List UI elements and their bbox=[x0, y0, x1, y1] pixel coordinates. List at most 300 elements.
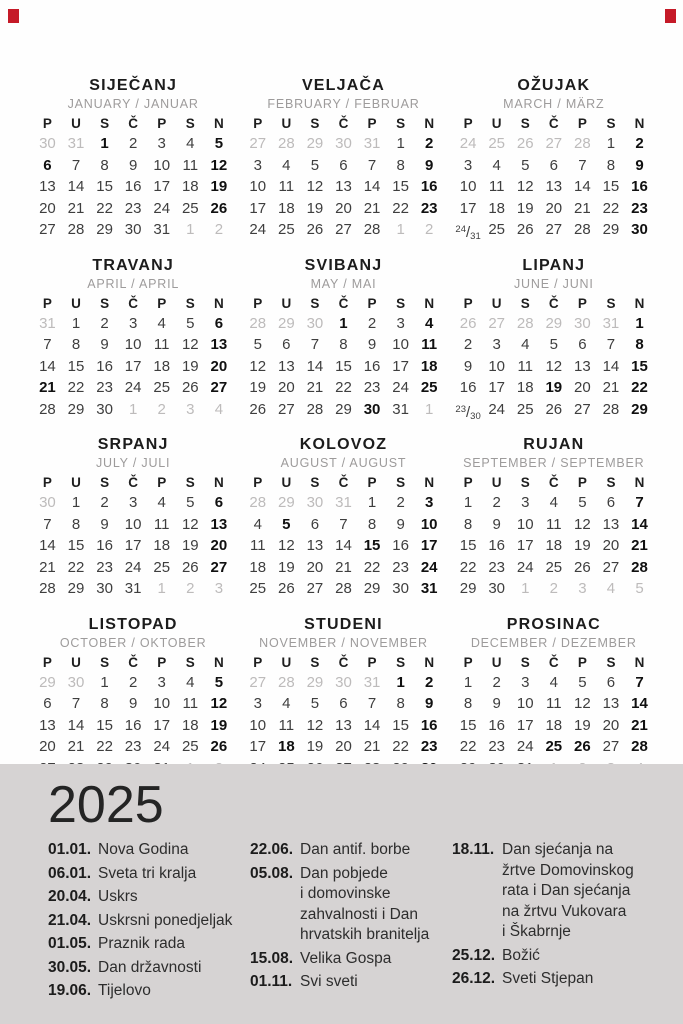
day-cell: 13 bbox=[210, 336, 228, 353]
week-row bbox=[33, 356, 233, 378]
month-title: LIPANJ bbox=[522, 256, 586, 274]
day-cell: 27 bbox=[545, 135, 563, 152]
day-cell: 30 bbox=[363, 400, 381, 418]
week-row bbox=[243, 736, 443, 758]
day-cell: 21 bbox=[39, 558, 56, 576]
day-cell: 11 bbox=[278, 716, 295, 734]
weekday-label: U bbox=[71, 295, 81, 311]
weekday-label: P bbox=[42, 475, 52, 490]
day-cell: 11 bbox=[278, 178, 295, 195]
weekday-label: P bbox=[367, 116, 377, 131]
day-cell: 21 bbox=[631, 537, 648, 554]
day-cell: 31 bbox=[420, 580, 438, 597]
day-cell: 5 bbox=[635, 580, 644, 597]
day-cell: 2 bbox=[128, 673, 138, 691]
day-cell: 8 bbox=[71, 515, 81, 533]
day-cell: 6 bbox=[310, 515, 320, 533]
day-cell: 13 bbox=[39, 178, 56, 195]
day-cell: 22 bbox=[96, 199, 113, 217]
day-cell: 15 bbox=[67, 357, 85, 375]
holiday-item bbox=[48, 958, 250, 979]
month-subtitle: OCTOBER / OKTOBER bbox=[59, 635, 207, 650]
day-cell: 21 bbox=[39, 379, 56, 396]
day-cell: 22 bbox=[392, 199, 409, 217]
day-cell: 29 bbox=[363, 580, 381, 597]
day-cell: 9 bbox=[396, 515, 405, 533]
day-cell: 4 bbox=[606, 580, 616, 597]
holiday-text: Dan pobjede i domovinske zahvalnosti i Dan hrvatskih branitelja bbox=[300, 864, 430, 943]
weekday-label: U bbox=[281, 116, 292, 131]
day-cell: 25 bbox=[488, 221, 505, 238]
day-cell: 11 bbox=[153, 336, 170, 353]
week-row bbox=[33, 557, 233, 579]
month-block bbox=[243, 256, 443, 421]
day-cell: 1 bbox=[521, 580, 530, 597]
day-cell: 17 bbox=[153, 716, 171, 734]
month-block bbox=[33, 256, 233, 421]
holiday-item bbox=[48, 981, 250, 1002]
month-title: VELJAČA bbox=[301, 77, 386, 94]
holiday-text: Sveti Stjepan bbox=[502, 970, 594, 987]
day-cell: 25 bbox=[545, 738, 563, 755]
holiday-date: 19.06. bbox=[48, 982, 92, 999]
day-cell: 10 bbox=[153, 695, 171, 712]
weekday-header bbox=[454, 654, 654, 672]
day-cell: 21 bbox=[67, 199, 85, 217]
day-cell: 5 bbox=[186, 494, 195, 511]
day-cell: 27 bbox=[306, 580, 324, 597]
day-cell: 2 bbox=[396, 494, 405, 511]
day-cell: 21 bbox=[363, 738, 381, 755]
day-cell: 3 bbox=[214, 580, 224, 597]
day-cell: 25 bbox=[181, 738, 199, 755]
day-cell: 12 bbox=[306, 178, 324, 195]
day-cell: 2 bbox=[100, 494, 109, 511]
week-row bbox=[33, 399, 233, 421]
weekday-label: P bbox=[577, 116, 587, 131]
day-cell: 12 bbox=[545, 357, 563, 375]
holiday-text: Svi sveti bbox=[300, 973, 358, 990]
day-cell: 14 bbox=[574, 178, 591, 195]
day-cell: 20 bbox=[335, 199, 352, 217]
day-cell: 26 bbox=[574, 558, 591, 576]
day-cell: 29 bbox=[306, 135, 324, 152]
weekday-label: Č bbox=[548, 116, 559, 131]
day-cell: 30 bbox=[96, 580, 113, 597]
day-cell: 12 bbox=[574, 695, 591, 712]
day-cell: 31 bbox=[363, 135, 381, 152]
day-cell: 27 bbox=[210, 379, 228, 396]
day-cell: 24 bbox=[392, 379, 409, 396]
month-block bbox=[454, 256, 654, 421]
week-row bbox=[243, 693, 443, 715]
weekday-label: S bbox=[100, 654, 110, 670]
day-cell: 6 bbox=[214, 314, 224, 332]
day-cell: 4 bbox=[214, 400, 224, 418]
day-cell: 19 bbox=[306, 738, 324, 755]
day-cell: 20 bbox=[602, 537, 620, 554]
week-row bbox=[33, 313, 233, 335]
day-cell: 27 bbox=[249, 673, 267, 691]
day-cell: 22 bbox=[67, 379, 85, 396]
day-cell: 25 bbox=[181, 199, 199, 217]
day-cell: 2 bbox=[128, 135, 138, 152]
weekday-label: S bbox=[396, 295, 406, 311]
week-row bbox=[243, 715, 443, 737]
day-cell: 12 bbox=[181, 336, 199, 353]
weekday-label: P bbox=[463, 475, 473, 490]
day-cell: 4 bbox=[282, 156, 291, 174]
day-cell: 10 bbox=[459, 178, 477, 195]
day-cell: 20 bbox=[335, 738, 352, 755]
day-cell: 7 bbox=[71, 156, 81, 174]
year-title: 2025 bbox=[48, 776, 164, 834]
day-cell: 3 bbox=[157, 673, 166, 691]
holiday-item bbox=[452, 946, 683, 967]
day-cell: 30 bbox=[335, 673, 352, 691]
day-cell: 31 bbox=[153, 221, 171, 238]
day-cell: 6 bbox=[43, 156, 52, 174]
day-cell: 30 bbox=[335, 135, 352, 152]
weekday-label: S bbox=[185, 475, 195, 490]
week-row bbox=[454, 514, 654, 536]
week-row bbox=[243, 377, 443, 399]
day-cell: 4 bbox=[157, 314, 166, 332]
day-cell: 28 bbox=[277, 673, 295, 691]
weekday-label: Č bbox=[128, 116, 139, 131]
day-cell: 28 bbox=[631, 738, 648, 755]
day-cell: 9 bbox=[635, 156, 644, 174]
week-row bbox=[33, 715, 233, 737]
day-cell: 7 bbox=[71, 695, 81, 712]
weekday-label: U bbox=[281, 475, 292, 490]
day-cell: 23 bbox=[124, 199, 142, 217]
weekday-label: P bbox=[42, 116, 52, 131]
week-row bbox=[243, 356, 443, 378]
weekday-label: P bbox=[42, 654, 52, 670]
day-cell: 26 bbox=[181, 558, 199, 576]
holiday-item bbox=[452, 840, 683, 943]
weekday-label: Č bbox=[338, 116, 349, 131]
day-cell: 16 bbox=[392, 537, 409, 554]
day-cell: 19 bbox=[210, 178, 228, 195]
day-cell: 28 bbox=[574, 221, 591, 238]
day-cell: 7 bbox=[310, 336, 320, 353]
week-row bbox=[454, 334, 654, 356]
week-row bbox=[454, 356, 654, 378]
day-cell: 6 bbox=[43, 695, 52, 712]
weekday-label: N bbox=[213, 116, 224, 131]
day-cell: 15 bbox=[459, 716, 477, 734]
day-cell: 23 bbox=[96, 558, 113, 576]
day-cell: 26 bbox=[516, 135, 534, 152]
weekday-label: Č bbox=[548, 295, 559, 311]
day-cell: 4 bbox=[521, 336, 530, 353]
day-cell: 20 bbox=[277, 379, 295, 396]
day-cell: 19 bbox=[181, 537, 199, 554]
weekday-label: S bbox=[606, 475, 616, 490]
day-cell: 9 bbox=[463, 357, 473, 375]
day-cell: 11 bbox=[517, 357, 534, 375]
day-cell: 29 bbox=[545, 314, 563, 332]
day-cell: 20 bbox=[545, 199, 563, 217]
day-cell: 24 bbox=[124, 379, 142, 396]
day-cell: 25 bbox=[249, 580, 267, 597]
day-cell: 9 bbox=[367, 336, 377, 353]
holiday-date: 26.12. bbox=[452, 970, 496, 987]
week-row bbox=[243, 578, 443, 600]
day-cell: 31 bbox=[39, 314, 56, 332]
day-cell: 26 bbox=[545, 400, 563, 418]
day-cell: 9 bbox=[128, 695, 138, 712]
day-cell: 10 bbox=[392, 336, 409, 353]
day-cell: 9 bbox=[425, 695, 434, 712]
day-cell: 5 bbox=[282, 515, 291, 533]
day-cell: 12 bbox=[181, 515, 199, 533]
day-cell: 7 bbox=[635, 673, 644, 691]
day-cell: 1 bbox=[396, 135, 405, 152]
month-subtitle: JANUARY / JANUAR bbox=[67, 97, 199, 111]
day-cell: 22 bbox=[631, 379, 648, 396]
day-cell: 3 bbox=[492, 336, 501, 353]
holiday-item bbox=[48, 864, 250, 885]
day-cell: 8 bbox=[100, 695, 109, 712]
day-cell: 3 bbox=[157, 135, 166, 152]
weekday-label: N bbox=[424, 654, 435, 670]
day-cell: 15 bbox=[602, 178, 620, 195]
day-cell: 19 bbox=[516, 199, 534, 217]
weekday-label: U bbox=[71, 475, 81, 490]
day-cell: 25 bbox=[545, 558, 563, 576]
day-cell: 27 bbox=[210, 558, 228, 576]
day-cell: 9 bbox=[128, 156, 138, 174]
day-cell: 6 bbox=[549, 156, 558, 174]
day-cell: 10 bbox=[488, 357, 505, 375]
day-cell: 21 bbox=[67, 738, 85, 755]
day-cell: 4 bbox=[186, 135, 195, 152]
month-title: TRAVANJ bbox=[92, 256, 174, 274]
day-cell: 28 bbox=[306, 400, 324, 418]
day-cell: 17 bbox=[392, 357, 409, 375]
day-cell: 30 bbox=[631, 221, 648, 238]
month-subtitle: AUGUST / AUGUST bbox=[280, 456, 407, 470]
day-cell: 13 bbox=[545, 178, 563, 195]
day-cell: 18 bbox=[153, 537, 171, 554]
month-block bbox=[454, 435, 654, 600]
month-block bbox=[243, 615, 443, 780]
day-cell: 24 bbox=[488, 400, 505, 418]
day-cell: 22 bbox=[363, 558, 381, 576]
day-cell: 3 bbox=[396, 314, 405, 332]
day-cell: 10 bbox=[249, 716, 267, 734]
day-cell: 28 bbox=[631, 558, 648, 576]
day-cell: 8 bbox=[100, 156, 109, 174]
holiday-text: Tijelovo bbox=[98, 982, 151, 999]
week-row bbox=[454, 693, 654, 715]
day-cell: 27 bbox=[574, 400, 591, 418]
day-cell: 21 bbox=[306, 379, 324, 396]
day-cell: 29 bbox=[96, 221, 113, 238]
day-cell: 12 bbox=[516, 178, 534, 195]
day-cell: 31 bbox=[67, 135, 85, 152]
holiday-date: 01.01. bbox=[48, 841, 92, 858]
day-cell: 29 bbox=[67, 400, 85, 418]
day-cell: 19 bbox=[277, 558, 295, 576]
week-row bbox=[33, 219, 233, 241]
day-cell: 24 bbox=[516, 738, 534, 755]
holiday-item bbox=[250, 840, 452, 861]
holiday-column bbox=[48, 840, 250, 1005]
week-row bbox=[243, 133, 443, 155]
day-cell: 16 bbox=[363, 357, 381, 375]
day-cell: 1 bbox=[606, 135, 616, 152]
day-cell: 6 bbox=[214, 494, 224, 511]
weekday-label: S bbox=[185, 295, 195, 311]
day-cell: 20 bbox=[210, 357, 228, 375]
day-cell: 13 bbox=[39, 716, 56, 734]
weekday-header bbox=[243, 654, 443, 672]
weekday-label: U bbox=[491, 116, 502, 131]
month-block bbox=[33, 76, 233, 241]
week-row bbox=[454, 176, 654, 198]
day-cell: 2 bbox=[492, 494, 501, 511]
day-cell: 29 bbox=[67, 580, 85, 597]
day-cell: 20 bbox=[306, 558, 324, 576]
day-cell: 14 bbox=[306, 357, 324, 375]
day-cell: 18 bbox=[545, 716, 563, 734]
day-cell: 3 bbox=[425, 494, 434, 511]
day-cell: 1 bbox=[157, 580, 166, 597]
day-cell: 2 bbox=[425, 673, 434, 691]
weekday-label: S bbox=[606, 295, 616, 311]
day-cell: 27 bbox=[488, 314, 505, 332]
day-cell: 26 bbox=[249, 400, 267, 418]
day-cell: 31 bbox=[363, 673, 381, 691]
day-cell: 26 bbox=[277, 580, 295, 597]
weekday-label: Č bbox=[338, 475, 349, 490]
day-cell: 14 bbox=[67, 178, 85, 195]
day-cell: 1 bbox=[100, 135, 109, 152]
holiday-date: 06.01. bbox=[48, 864, 92, 882]
day-cell: 19 bbox=[545, 379, 563, 396]
weekday-label: S bbox=[100, 295, 110, 311]
day-cell: 2 bbox=[367, 314, 377, 332]
day-cell: 24 bbox=[459, 135, 477, 152]
day-cell: 1 bbox=[339, 314, 348, 332]
day-cell: 30 bbox=[96, 400, 113, 418]
day-cell: 2 bbox=[463, 336, 473, 353]
day-cell: 26 bbox=[210, 199, 228, 217]
red-corner-mark-left bbox=[8, 9, 19, 23]
weekday-label: U bbox=[71, 654, 81, 670]
day-cell: 16 bbox=[488, 716, 505, 734]
day-cell: 14 bbox=[631, 515, 648, 533]
week-row bbox=[454, 672, 654, 694]
day-cell: 15 bbox=[392, 178, 409, 195]
day-cell: 29 bbox=[277, 494, 295, 511]
day-cell: 28 bbox=[277, 135, 295, 152]
weekday-label: P bbox=[157, 654, 167, 670]
weekday-header bbox=[33, 295, 233, 313]
week-row bbox=[33, 514, 233, 536]
holiday-date: 05.08. bbox=[250, 864, 294, 882]
day-cell: 31 bbox=[392, 400, 409, 418]
day-cell: 6 bbox=[578, 336, 587, 353]
month-title: LISTOPAD bbox=[88, 615, 178, 633]
holiday-item bbox=[48, 911, 250, 932]
weekday-label: Č bbox=[548, 475, 559, 490]
day-cell: 25 bbox=[153, 558, 171, 576]
month-block bbox=[454, 615, 654, 780]
day-cell: 1 bbox=[186, 221, 195, 238]
day-cell: 21 bbox=[335, 558, 352, 576]
week-row bbox=[243, 557, 443, 579]
holiday-footer bbox=[0, 764, 683, 1024]
day-cell: 2 bbox=[425, 221, 434, 238]
weekday-label: S bbox=[520, 654, 530, 670]
day-cell: 30 bbox=[39, 135, 56, 152]
day-cell: 7 bbox=[578, 156, 587, 174]
day-cell: 12 bbox=[249, 357, 267, 375]
day-cell: 25 bbox=[153, 379, 171, 396]
day-cell: 23 bbox=[488, 738, 505, 755]
day-cell: 25 bbox=[516, 400, 534, 418]
day-cell: 13 bbox=[602, 515, 620, 533]
weekday-label: P bbox=[253, 475, 263, 490]
day-cell: 12 bbox=[277, 537, 295, 554]
weekday-label: S bbox=[520, 295, 530, 311]
day-cell: 14 bbox=[67, 716, 85, 734]
day-cell: 3 bbox=[578, 580, 587, 597]
day-cell: 23 bbox=[363, 379, 381, 396]
week-row bbox=[33, 578, 233, 600]
holiday-column bbox=[250, 840, 452, 1005]
day-cell: 14 bbox=[363, 716, 381, 734]
day-cell: 30 bbox=[306, 314, 324, 332]
day-cell: 25 bbox=[277, 221, 295, 238]
weekday-label: S bbox=[310, 475, 320, 490]
day-cell: 17 bbox=[420, 537, 438, 554]
holiday-item bbox=[250, 972, 452, 993]
weekday-label: P bbox=[577, 295, 587, 311]
weekday-label: P bbox=[253, 295, 263, 311]
month-title: SVIBANJ bbox=[304, 256, 383, 274]
day-cell: 9 bbox=[492, 695, 501, 712]
weekday-label: N bbox=[634, 654, 645, 670]
day-cell: 10 bbox=[124, 515, 142, 533]
week-row bbox=[454, 557, 654, 579]
day-cell: 18 bbox=[181, 178, 199, 195]
day-cell: 30 bbox=[488, 580, 505, 597]
day-cell: 24 bbox=[124, 558, 142, 576]
week-row bbox=[33, 334, 233, 356]
weekday-label: N bbox=[634, 295, 645, 311]
week-row bbox=[243, 334, 443, 356]
day-cell: $^{23}/_{30}$ bbox=[455, 403, 481, 422]
day-cell: 17 bbox=[249, 199, 267, 217]
day-cell: 22 bbox=[392, 738, 409, 755]
day-cell: 11 bbox=[488, 178, 505, 195]
weekday-label: S bbox=[100, 116, 110, 131]
day-cell: 7 bbox=[339, 515, 348, 533]
day-cell: 3 bbox=[128, 314, 138, 332]
weekday-label: S bbox=[185, 116, 195, 131]
day-cell: 17 bbox=[124, 537, 142, 554]
day-cell: 9 bbox=[425, 156, 434, 174]
day-cell: 6 bbox=[339, 156, 348, 174]
day-cell: 4 bbox=[492, 156, 501, 174]
day-cell: 5 bbox=[253, 336, 262, 353]
